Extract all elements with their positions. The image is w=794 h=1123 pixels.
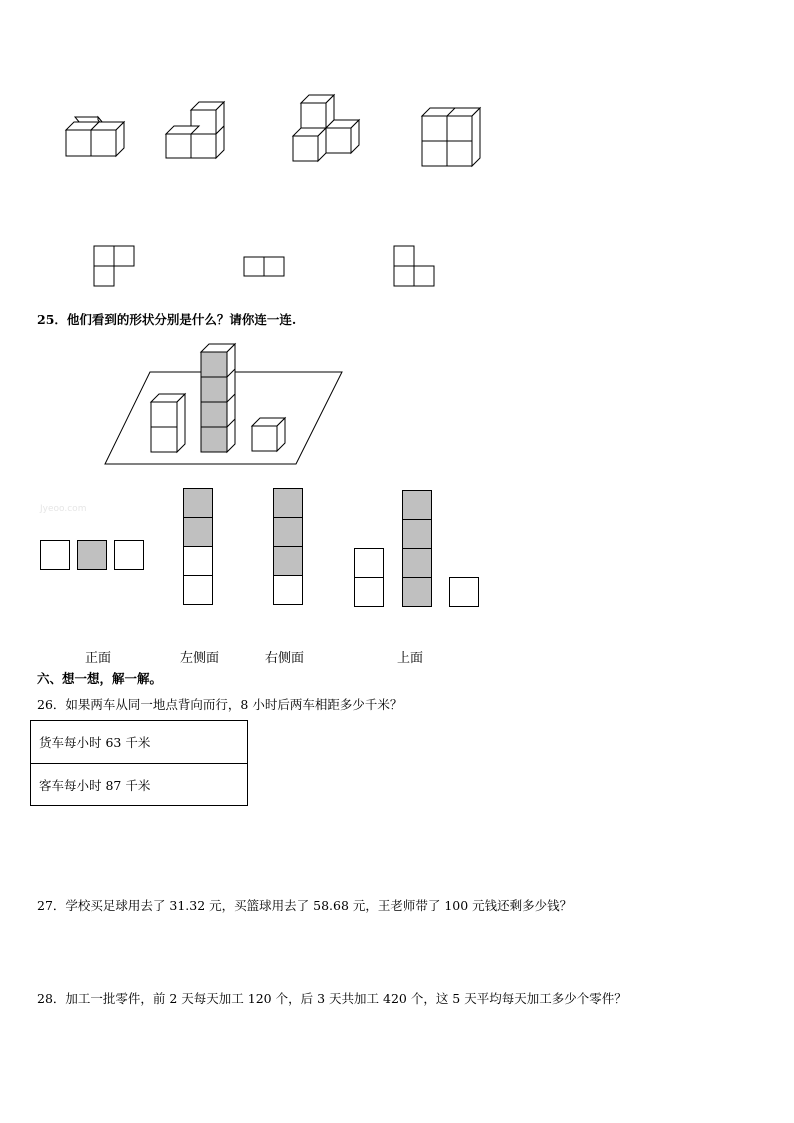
column-square-grey [183, 488, 213, 518]
table-row [31, 763, 247, 805]
question-26: 26．如果两车从同一地点背向而行，8 小时后两车相距多少千米？ [37, 697, 403, 712]
table-cell: 货车每小时 63 千米 [39, 735, 151, 750]
view-shape-1 [94, 246, 134, 286]
row-square [114, 540, 144, 570]
column-square-grey [273, 546, 303, 576]
row-square [40, 540, 70, 570]
group-square [449, 577, 479, 607]
view-shape-3 [394, 246, 434, 286]
table-row [31, 721, 247, 763]
label-top: 上面 [397, 651, 424, 666]
group-square-grey [402, 577, 432, 607]
question-25: 25．他们看到的形状分别是什么？请你连一连. [37, 312, 297, 327]
group-square-grey [402, 548, 432, 578]
group-square [354, 548, 384, 578]
stack-two-cubes [151, 394, 185, 452]
speed-table [30, 720, 248, 806]
cube-figure-2 [166, 102, 224, 158]
table-cell: 客车每小时 87 千米 [39, 777, 151, 793]
question-27: 27．学校买足球用去了 31.32 元，买篮球用去了 58.68 元，王老师带了 100 元钱还剩多少钱？ [37, 898, 573, 913]
question-28: 28．加工一批零件，前 2 天每天加工 120 个，后 3 天共加工 420 个，这 5 天平均每天加工多少个零件？ [37, 991, 627, 1006]
single-cube [252, 418, 285, 451]
column-square [273, 575, 303, 605]
watermark: Jyeoo.com [40, 504, 87, 514]
column-square [183, 546, 213, 576]
column-square [183, 575, 213, 605]
label-right-side: 右侧面 [265, 651, 305, 666]
cube-figure-3 [293, 95, 359, 161]
cube-figures-top [0, 0, 794, 300]
cube-figure-4 [422, 108, 480, 166]
row-square-grey [77, 540, 107, 570]
label-front: 正面 [85, 651, 112, 666]
column-square-grey [273, 488, 303, 518]
group-square-grey [402, 519, 432, 549]
label-left-side: 左侧面 [180, 651, 220, 666]
group-square [354, 577, 384, 607]
view-shape-2 [244, 257, 284, 276]
group-square-grey [402, 490, 432, 520]
column-square-grey [183, 517, 213, 547]
stack-four-cubes [201, 344, 235, 452]
cube-figure-1 [66, 117, 124, 156]
section-heading-6: 六、想一想，解一解。 [37, 671, 163, 686]
platform-scene [0, 330, 400, 475]
column-square-grey [273, 517, 303, 547]
